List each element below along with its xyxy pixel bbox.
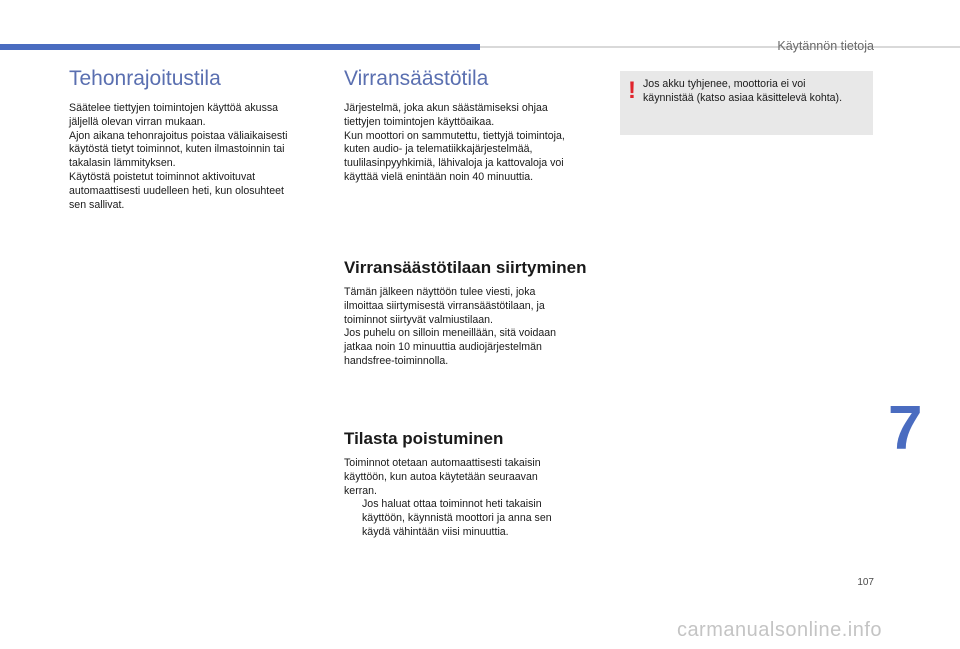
heading-tilasta-poistuminen: Tilasta poistuminen	[344, 429, 504, 448]
chapter-number: 7	[888, 394, 923, 463]
warning-exclamation-icon: !	[628, 77, 636, 104]
bullet-text: Jos haluat ottaa toiminnot heti takaisin käyttöön, käynnistä moottori ja anna sen käydä vähintään viisi minuuttia.	[362, 498, 552, 538]
section-label: Käytännön tietoja	[777, 39, 874, 53]
watermark: carmanualsonline.info	[676, 619, 882, 641]
paragraph-virransaastotila: Järjestelmä, joka akun säästämiseksi ohjaa tiettyjen toimintojen käyttöaikaa. Kun moottori on sammutettu, tiettyjä toimintoja, kuten audio- ja telematiikkajärjestelmää, tuulilasinpyyhkimiä, lähivaloja ja kattovaloja voi käyttää vielä enintään noin 40 minuuttia.	[344, 102, 565, 183]
heading-tehonrajoitustila: Tehonrajoitustila	[69, 67, 221, 90]
warning-text: Jos akku tyhjenee, moottoria ei voi käynnistää (katso asiaa käsittelevä kohta).	[643, 78, 843, 104]
bullet-item	[344, 498, 594, 539]
paragraph-tilasta-poistuminen: Toiminnot otetaan automaattisesti takaisin käyttöön, kun autoa käytetään seuraavan kerran.	[344, 457, 541, 497]
warning-box	[620, 71, 873, 135]
paragraph-siirtyminen: Tämän jälkeen näyttöön tulee viesti, joka ilmoittaa siirtymisestä virransäästötilaan, ja toiminnot siirtyvät valmiustilaan. Jos puhelu on silloin meneillään, sitä voidaan jatkaa noin 10 minuuttia audiojärjestelmän handsfree-toiminnolla.	[344, 286, 557, 367]
header-accent-bar	[0, 44, 480, 50]
heading-siirtyminen: Virransäästötilaan siirtyminen	[344, 258, 587, 277]
page-number: 107	[857, 577, 874, 588]
heading-virransaastotila: Virransäästötila	[344, 67, 489, 90]
paragraph-tehonrajoitustila: Säätelee tiettyjen toimintojen käyttöä akussa jäljellä olevan virran mukaan. Ajon aikana tehonrajoitus poistaa väliaikaisesti käytöstä tietyt toiminnot, kuten ilmastoinnin tai takalasin lämmityksen. Käytöstä poistetut toiminnot aktivoituvat automaattisesti uudelleen heti, kun olosuhteet sen sallivat.	[69, 102, 288, 211]
header-divider-line	[480, 46, 960, 48]
